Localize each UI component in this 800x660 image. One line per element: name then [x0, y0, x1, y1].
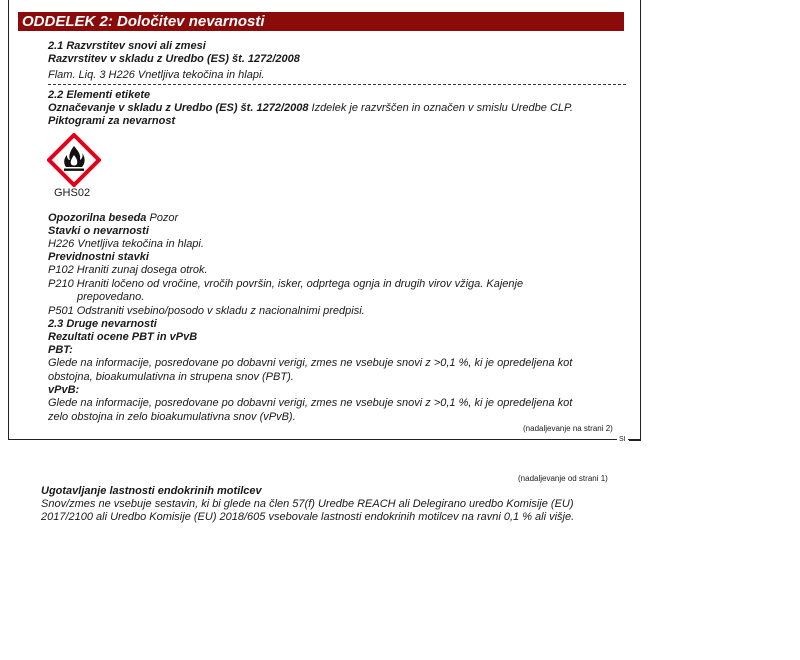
precautionary-statement-p210: P210 Hraniti ločeno od vročine, vročih površin, isker, odprtega ognja in drugih virov vžiga. Kajenje: [48, 278, 524, 290]
precautionary-statement-p501: P501 Odstraniti vsebino/posodo v skladu z nacionalnimi predpisi.: [48, 305, 365, 317]
endocrine-disruptors-heading: Ugotavljanje lastnosti endokrinih motilcev: [41, 485, 262, 497]
pictogram-code: GHS02: [54, 187, 91, 199]
section-2-1-heading: 2.1 Razvrstitev snovi ali zmesi: [48, 40, 206, 52]
pictograms-heading: Piktogrami za nevarnost: [48, 115, 176, 127]
continued-on-next-page: (nadaljevanje na strani 2): [523, 424, 613, 433]
vpvb-label: vPvB:: [48, 384, 80, 396]
classification-text: Flam. Liq. 3 H226 Vnetljiva tekočina in hlapi.: [48, 69, 265, 81]
continued-from-previous-page: (nadaljevanje od strani 1): [518, 474, 608, 483]
precautionary-statement-p210-continued: prepovedano.: [77, 291, 145, 303]
pbt-text-line-2: obstojna, bioakumulativna in strupena snov (PBT).: [48, 371, 294, 383]
signal-word-line: [48, 212, 178, 225]
pbt-vpvb-heading: Rezultati ocene PBT in vPvB: [48, 331, 198, 343]
footer-rule: [629, 440, 641, 441]
endocrine-disruptors-text-line-2: 2017/2100 ali Uredbo Komisije (EU) 2018/605 vsebovale lastnosti endokrinih motilcev na ravni 0,1 % ali višje.: [41, 511, 575, 523]
signal-word-value: Pozor: [146, 212, 179, 224]
section-2-2-heading: 2.2 Elementi etikete: [48, 89, 151, 101]
hazard-statements-heading: Stavki o nevarnosti: [48, 225, 149, 237]
labelling-regulation-text: Izdelek je razvrščen in označen v smislu Uredbe CLP.: [308, 102, 573, 114]
section-divider: [48, 84, 626, 85]
hazard-statement-h226: H226 Vnetljiva tekočina in hlapi.: [48, 238, 204, 250]
section-2-3-heading: 2.3 Druge nevarnosti: [48, 318, 157, 330]
country-code: SI: [619, 436, 626, 443]
pbt-label: PBT:: [48, 344, 73, 356]
signal-word-label: Opozorilna beseda: [48, 212, 147, 224]
precautionary-statements-heading: Previdnostni stavki: [48, 251, 149, 263]
labelling-regulation-label: Označevanje v skladu z Uredbo (ES) št. 1272/2008: [48, 102, 309, 114]
section-header: ODDELEK 2: Določitev nevarnosti: [18, 12, 624, 31]
precautionary-statement-p102: P102 Hraniti zunaj dosega otrok.: [48, 264, 208, 276]
classification-regulation-heading: Razvrstitev v skladu z Uredbo (ES) št. 1272/2008: [48, 53, 300, 65]
vpvb-text-line-2: zelo obstojna in zelo bioakumulativna snov (vPvB).: [48, 411, 296, 423]
endocrine-disruptors-text-line-1: Snov/zmes ne vsebuje sestavin, ki bi glede na člen 57(f) Uredbe REACH ali Delegirano uredbo Komisije (EU): [41, 498, 574, 510]
vpvb-text-line-1: Glede na informacije, posredovane po dobavni verigi, zmes ne vsebuje snovi z >0,1 %, ki je opredeljena kot: [48, 397, 573, 409]
labelling-line: [48, 102, 573, 115]
pbt-text-line-1: Glede na informacije, posredovane po dobavni verigi, zmes ne vsebuje snovi z >0,1 %, ki je opredeljena kot: [48, 357, 573, 369]
flame-pictogram-icon: [47, 133, 101, 187]
